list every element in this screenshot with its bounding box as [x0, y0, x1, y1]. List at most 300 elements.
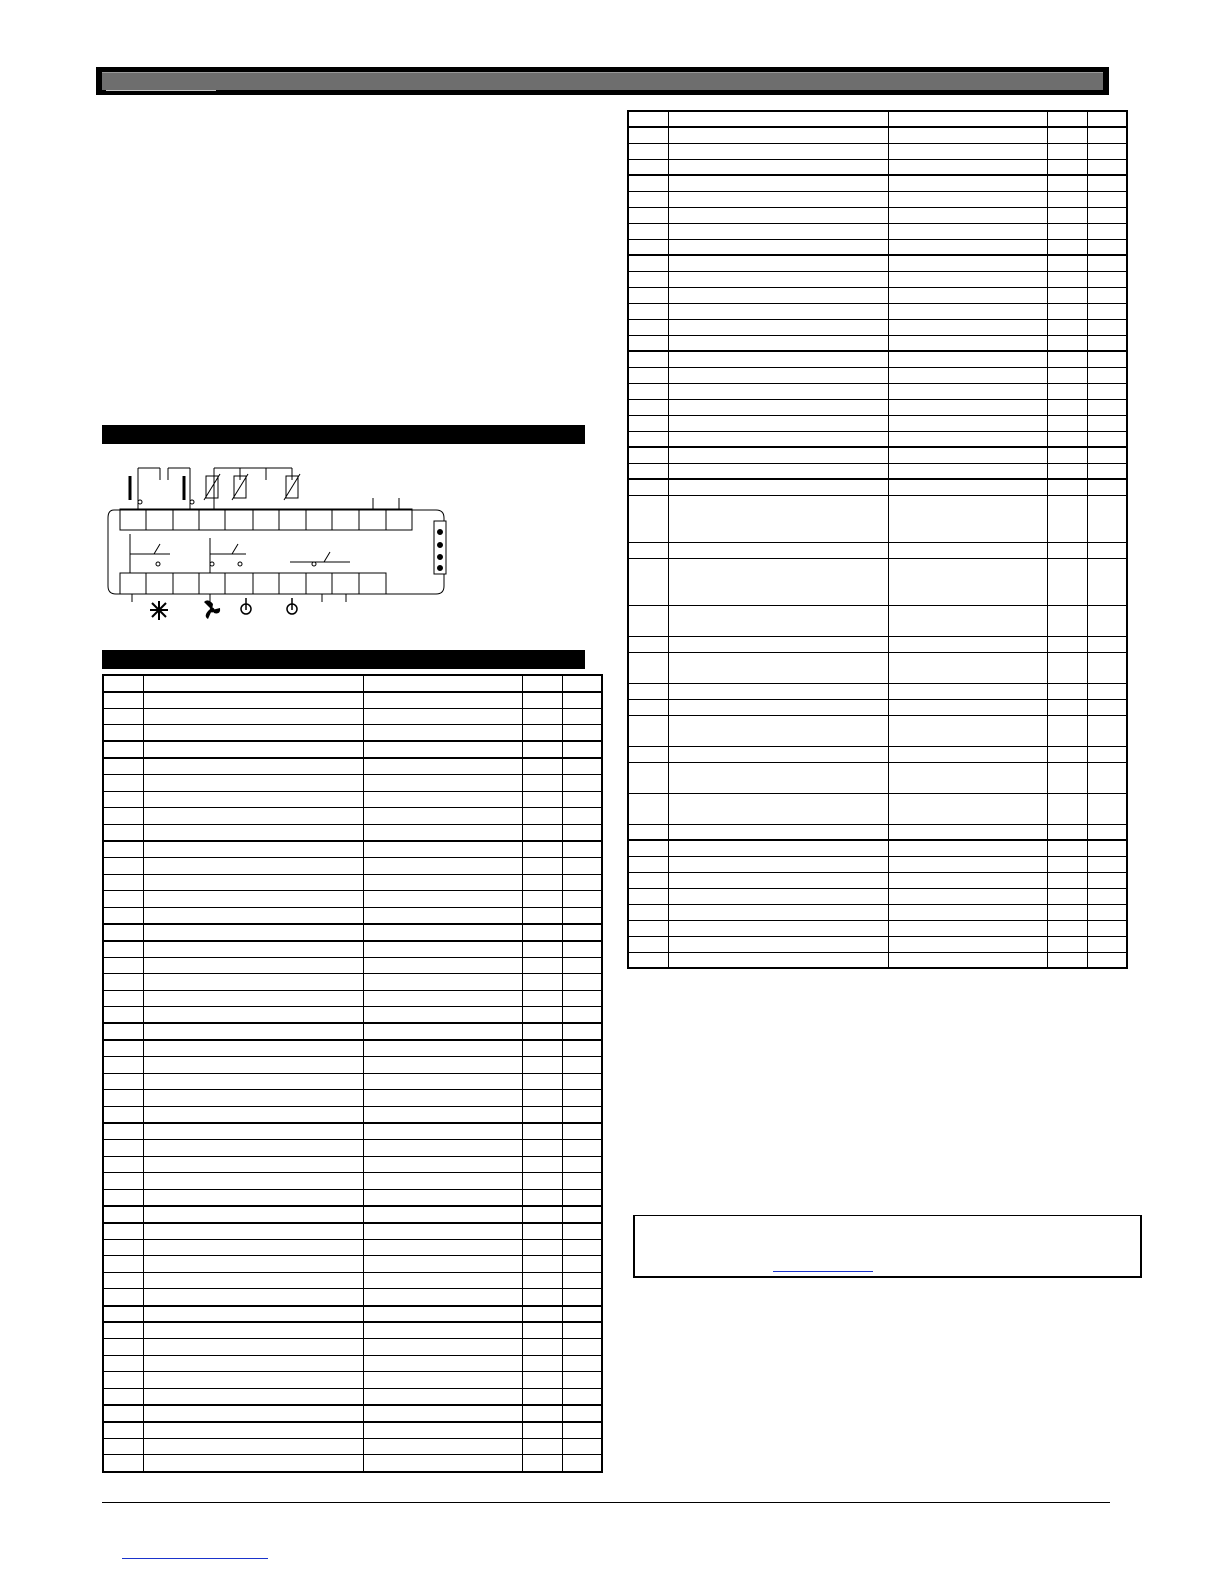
table-cell: [562, 1206, 602, 1223]
table-cell: [1087, 793, 1127, 824]
table-cell: [628, 127, 668, 143]
table-row: [103, 957, 602, 974]
table-row: [103, 675, 602, 692]
table-cell: [103, 1372, 143, 1389]
table-cell: [1047, 159, 1087, 175]
table-cell: [888, 699, 1047, 715]
table-cell: [143, 1289, 363, 1306]
table-cell: [628, 824, 668, 840]
table-cell: [668, 303, 888, 319]
table-row: [628, 840, 1127, 856]
table-cell: [628, 383, 668, 399]
table-cell: [1047, 840, 1087, 856]
table-cell: [562, 1339, 602, 1356]
table-row: [628, 431, 1127, 447]
table-cell: [628, 431, 668, 447]
table-cell: [143, 775, 363, 792]
table-cell: [1047, 383, 1087, 399]
table-cell: [143, 858, 363, 875]
table-cell: [103, 1106, 143, 1123]
table-cell: [628, 335, 668, 351]
table-cell: [363, 874, 522, 891]
table-cell: [143, 741, 363, 758]
table-cell: [522, 874, 562, 891]
table-cell: [668, 824, 888, 840]
table-cell: [628, 447, 668, 463]
table-cell: [562, 1156, 602, 1173]
wiring-section-heading: [102, 425, 585, 444]
parameter-table-right: [627, 110, 1128, 969]
table-cell: [143, 824, 363, 841]
table-cell: [103, 775, 143, 792]
table-row: [628, 143, 1127, 159]
table-cell: [628, 415, 668, 431]
table-row: [628, 287, 1127, 303]
table-cell: [668, 605, 888, 636]
table-row: [628, 952, 1127, 968]
table-cell: [562, 1106, 602, 1123]
table-cell: [668, 558, 888, 605]
table-row: [628, 715, 1127, 746]
table-row: [103, 1090, 602, 1107]
table-cell: [103, 692, 143, 709]
table-cell: [1047, 888, 1087, 904]
table-cell: [103, 758, 143, 775]
table-cell: [143, 1422, 363, 1439]
table-cell: [103, 1405, 143, 1422]
table-cell: [363, 775, 522, 792]
table-cell: [628, 715, 668, 746]
table-cell: [1087, 207, 1127, 223]
table-row: [628, 351, 1127, 367]
table-row: [628, 463, 1127, 479]
table-cell: [143, 1389, 363, 1406]
table-cell: [1047, 558, 1087, 605]
table-cell: [562, 941, 602, 958]
table-row: [103, 1173, 602, 1190]
table-cell: [1087, 463, 1127, 479]
table-cell: [522, 1007, 562, 1024]
table-cell: [888, 351, 1047, 367]
table-cell: [1047, 431, 1087, 447]
table-cell: [363, 1322, 522, 1339]
table-cell: [522, 924, 562, 941]
table-cell: [668, 479, 888, 495]
table-row: [103, 1405, 602, 1422]
table-cell: [1047, 904, 1087, 920]
table-cell: [1087, 605, 1127, 636]
table-cell: [628, 223, 668, 239]
table-row: [628, 856, 1127, 872]
table-row: [628, 111, 1127, 127]
table-cell: [888, 479, 1047, 495]
table-cell: [668, 351, 888, 367]
table-cell: [1047, 605, 1087, 636]
table-cell: [143, 1256, 363, 1273]
table-cell: [1087, 127, 1127, 143]
table-cell: [363, 1405, 522, 1422]
table-cell: [888, 271, 1047, 287]
table-cell: [143, 1239, 363, 1256]
table-cell: [143, 891, 363, 908]
table-row: [628, 495, 1127, 542]
table-cell: [562, 708, 602, 725]
probe-icon: [241, 598, 251, 614]
table-cell: [522, 1140, 562, 1157]
table-cell: [888, 335, 1047, 351]
table-cell: [522, 1455, 562, 1472]
table-row: [103, 1057, 602, 1074]
table-cell: [103, 1123, 143, 1140]
table-cell: [103, 1322, 143, 1339]
table-cell: [1087, 431, 1127, 447]
table-cell: [668, 223, 888, 239]
table-row: [628, 605, 1127, 636]
table-cell: [562, 1007, 602, 1024]
table-cell: [668, 415, 888, 431]
probe-icon: [287, 598, 297, 614]
table-row: [103, 907, 602, 924]
table-cell: [363, 1023, 522, 1040]
table-cell: [522, 941, 562, 958]
table-cell: [522, 758, 562, 775]
table-row: [103, 1389, 602, 1406]
table-cell: [1087, 652, 1127, 683]
table-cell: [888, 888, 1047, 904]
table-cell: [668, 127, 888, 143]
table-cell: [522, 1422, 562, 1439]
table-cell: [668, 762, 888, 793]
table-cell: [1047, 223, 1087, 239]
table-cell: [668, 920, 888, 936]
table-cell: [668, 207, 888, 223]
table-row: [628, 127, 1127, 143]
table-cell: [143, 924, 363, 941]
table-cell: [562, 758, 602, 775]
table-cell: [1087, 415, 1127, 431]
table-cell: [668, 383, 888, 399]
table-cell: [888, 111, 1047, 127]
table-cell: [562, 907, 602, 924]
table-cell: [888, 605, 1047, 636]
table-cell: [1047, 872, 1087, 888]
table-cell: [668, 239, 888, 255]
table-cell: [103, 1023, 143, 1040]
table-cell: [1087, 715, 1127, 746]
table-cell: [363, 1256, 522, 1273]
table-cell: [103, 824, 143, 841]
table-cell: [1087, 558, 1127, 605]
table-row: [103, 874, 602, 891]
table-row: [103, 924, 602, 941]
table-cell: [103, 990, 143, 1007]
table-cell: [522, 1156, 562, 1173]
table-cell: [363, 891, 522, 908]
table-cell: [562, 1223, 602, 1240]
table-cell: [628, 399, 668, 415]
table-cell: [1087, 495, 1127, 542]
table-row: [628, 542, 1127, 558]
table-row: [103, 1156, 602, 1173]
table-cell: [363, 1422, 522, 1439]
table-cell: [888, 746, 1047, 762]
table-row: [628, 415, 1127, 431]
table-row: [103, 941, 602, 958]
table-cell: [628, 463, 668, 479]
table-cell: [628, 856, 668, 872]
table-cell: [103, 1189, 143, 1206]
parameter-table-left: [102, 674, 603, 1473]
table-cell: [628, 175, 668, 191]
table-cell: [628, 159, 668, 175]
table-row: [628, 303, 1127, 319]
controller-housing: [108, 510, 444, 594]
table-cell: [628, 495, 668, 542]
table-cell: [1087, 762, 1127, 793]
table-cell: [363, 974, 522, 991]
footer-link[interactable]: [122, 1558, 268, 1559]
table-cell: [363, 692, 522, 709]
table-cell: [143, 1438, 363, 1455]
table-row: [103, 1239, 602, 1256]
table-cell: [103, 957, 143, 974]
table-cell: [522, 725, 562, 742]
table-cell: [628, 207, 668, 223]
table-cell: [1047, 143, 1087, 159]
table-cell: [522, 808, 562, 825]
table-cell: [562, 1272, 602, 1289]
table-cell: [363, 808, 522, 825]
table-cell: [363, 1040, 522, 1057]
table-cell: [888, 303, 1047, 319]
table-cell: [1087, 271, 1127, 287]
table-cell: [103, 974, 143, 991]
table-cell: [628, 271, 668, 287]
table-cell: [888, 920, 1047, 936]
table-cell: [1047, 652, 1087, 683]
table-cell: [103, 725, 143, 742]
note-box: [633, 1215, 1142, 1278]
table-row: [103, 1355, 602, 1372]
table-cell: [522, 1405, 562, 1422]
table-row: [103, 824, 602, 841]
table-cell: [522, 1173, 562, 1190]
table-cell: [888, 143, 1047, 159]
table-cell: [143, 1106, 363, 1123]
table-cell: [143, 1057, 363, 1074]
table-row: [103, 1140, 602, 1157]
table-row: [628, 367, 1127, 383]
table-cell: [522, 1272, 562, 1289]
table-cell: [668, 952, 888, 968]
table-cell: [522, 824, 562, 841]
table-cell: [1047, 335, 1087, 351]
table-cell: [562, 1023, 602, 1040]
table-cell: [562, 725, 602, 742]
table-row: [628, 558, 1127, 605]
table-cell: [668, 463, 888, 479]
table-row: [628, 335, 1127, 351]
table-row: [103, 858, 602, 875]
table-cell: [143, 708, 363, 725]
table-row: [103, 741, 602, 758]
table-cell: [363, 841, 522, 858]
table-cell: [1047, 715, 1087, 746]
table-cell: [522, 858, 562, 875]
table-cell: [1047, 463, 1087, 479]
table-cell: [143, 1223, 363, 1240]
table-cell: [103, 1223, 143, 1240]
table-cell: [363, 1339, 522, 1356]
table-row: [103, 1189, 602, 1206]
table-cell: [103, 808, 143, 825]
table-row: [628, 824, 1127, 840]
table-cell: [143, 1023, 363, 1040]
table-cell: [1047, 351, 1087, 367]
table-cell: [1047, 415, 1087, 431]
table-cell: [668, 287, 888, 303]
table-cell: [668, 399, 888, 415]
table-cell: [562, 675, 602, 692]
table-cell: [522, 1256, 562, 1273]
table-cell: [143, 841, 363, 858]
table-cell: [1087, 111, 1127, 127]
table-cell: [363, 824, 522, 841]
table-cell: [1047, 636, 1087, 652]
table-cell: [562, 1256, 602, 1273]
table-cell: [888, 683, 1047, 699]
table-cell: [363, 758, 522, 775]
table-cell: [888, 127, 1047, 143]
table-cell: [363, 924, 522, 941]
table-cell: [1087, 191, 1127, 207]
table-cell: [1087, 936, 1127, 952]
table-row: [628, 888, 1127, 904]
table-cell: [668, 888, 888, 904]
table-row: [628, 175, 1127, 191]
table-cell: [1047, 856, 1087, 872]
table-cell: [668, 636, 888, 652]
table-cell: [522, 1106, 562, 1123]
table-cell: [888, 762, 1047, 793]
table-cell: [1087, 143, 1127, 159]
table-row: [103, 1023, 602, 1040]
table-cell: [522, 1057, 562, 1074]
table-cell: [888, 952, 1047, 968]
table-cell: [143, 1123, 363, 1140]
table-cell: [668, 699, 888, 715]
table-cell: [562, 957, 602, 974]
table-cell: [1047, 542, 1087, 558]
table-cell: [562, 1355, 602, 1372]
table-cell: [103, 1272, 143, 1289]
table-cell: [562, 1173, 602, 1190]
table-cell: [522, 692, 562, 709]
table-cell: [668, 856, 888, 872]
table-cell: [1087, 351, 1127, 367]
table-cell: [522, 891, 562, 908]
table-cell: [522, 775, 562, 792]
table-cell: [1087, 287, 1127, 303]
table-cell: [668, 746, 888, 762]
table-row: [103, 1289, 602, 1306]
note-link[interactable]: [773, 1271, 873, 1272]
table-row: [103, 1073, 602, 1090]
table-cell: [103, 1306, 143, 1323]
table-cell: [628, 191, 668, 207]
table-cell: [1087, 872, 1127, 888]
table-cell: [628, 699, 668, 715]
table-row: [103, 974, 602, 991]
table-row: [103, 1223, 602, 1240]
table-row: [103, 775, 602, 792]
table-cell: [888, 399, 1047, 415]
table-cell: [1047, 699, 1087, 715]
table-cell: [628, 479, 668, 495]
table-cell: [363, 1289, 522, 1306]
table-cell: [103, 1239, 143, 1256]
table-cell: [888, 542, 1047, 558]
table-cell: [1087, 447, 1127, 463]
table-cell: [363, 1455, 522, 1472]
table-cell: [103, 1057, 143, 1074]
table-cell: [628, 793, 668, 824]
table-cell: [562, 1322, 602, 1339]
table-cell: [522, 1389, 562, 1406]
table-row: [628, 652, 1127, 683]
table-cell: [143, 1007, 363, 1024]
table-cell: [1047, 495, 1087, 542]
table-cell: [628, 143, 668, 159]
table-row: [103, 1422, 602, 1439]
table-cell: [1047, 255, 1087, 271]
table-cell: [143, 1040, 363, 1057]
table-cell: [628, 111, 668, 127]
table-cell: [1047, 271, 1087, 287]
table-row: [103, 1123, 602, 1140]
table-cell: [363, 1389, 522, 1406]
table-row: [628, 936, 1127, 952]
table-cell: [143, 990, 363, 1007]
table-cell: [363, 990, 522, 1007]
table-cell: [628, 303, 668, 319]
table-cell: [143, 758, 363, 775]
table-cell: [888, 175, 1047, 191]
table-cell: [562, 891, 602, 908]
table-cell: [1087, 856, 1127, 872]
table-cell: [888, 715, 1047, 746]
table-cell: [1087, 175, 1127, 191]
table-cell: [628, 351, 668, 367]
table-cell: [668, 495, 888, 542]
table-row: [628, 872, 1127, 888]
table-cell: [668, 335, 888, 351]
table-cell: [1047, 239, 1087, 255]
table-cell: [143, 1156, 363, 1173]
table-row: [628, 746, 1127, 762]
table-cell: [103, 1156, 143, 1173]
table-cell: [143, 1322, 363, 1339]
table-cell: [522, 907, 562, 924]
table-cell: [888, 936, 1047, 952]
table-cell: [363, 708, 522, 725]
table-cell: [1087, 367, 1127, 383]
table-row: [628, 479, 1127, 495]
table-cell: [143, 1073, 363, 1090]
table-cell: [628, 904, 668, 920]
table-cell: [103, 874, 143, 891]
top-terminal-block: [120, 509, 412, 530]
